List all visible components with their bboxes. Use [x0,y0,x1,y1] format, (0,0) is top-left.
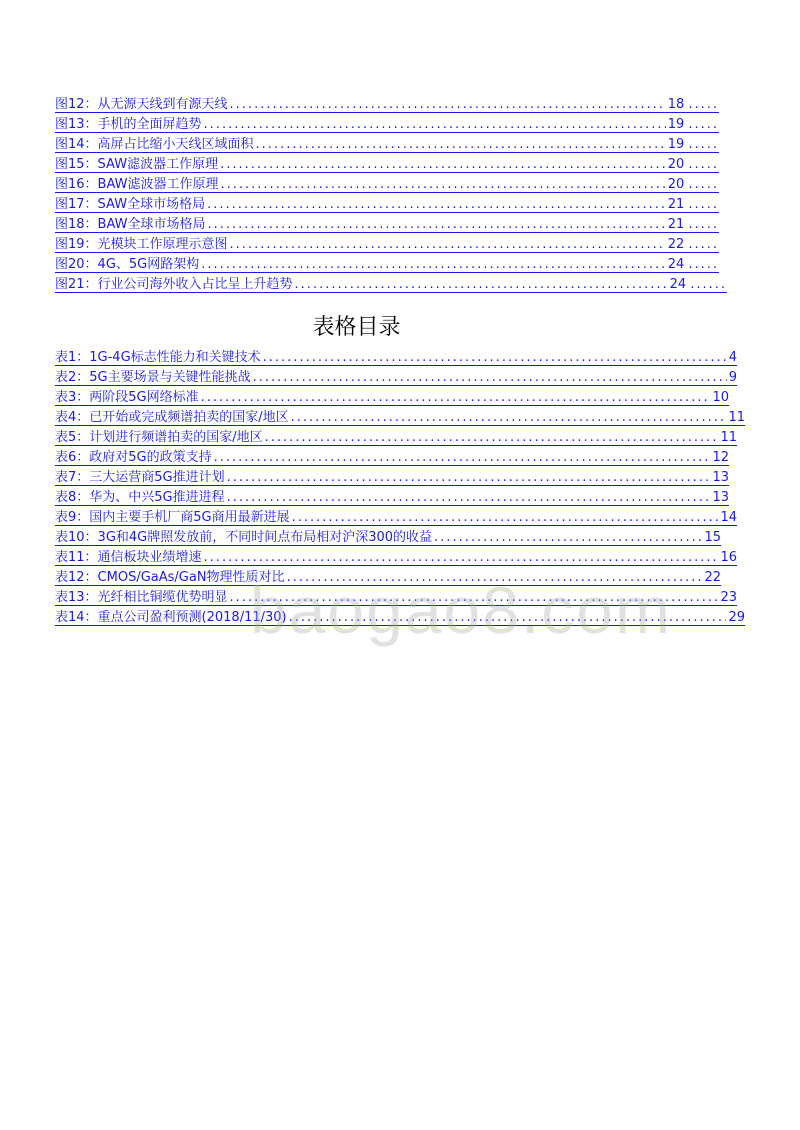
leader-dots [207,197,666,212]
entry-label: 图17：SAW全球市场格局 [55,197,206,212]
leader-dots [201,390,711,405]
leader-dots [265,430,719,445]
entry-page: 19 [667,117,685,132]
entry-label: 图19：光模块工作原理示意图 [55,237,228,252]
entry-page: 22 [667,237,685,252]
figure-entry-17[interactable] [55,192,719,213]
leader-dots [292,510,719,525]
entry-label: 图20：4G、5G网路架构 [55,257,200,272]
entry-page: 24 [667,257,685,272]
entry-page: 21 [667,217,685,232]
entry-label: 图16：BAW滤波器工作原理 [55,177,219,192]
figure-entry-16[interactable] [55,172,719,193]
trailing-dots: ..... [688,137,719,152]
entry-page: 4 [728,350,737,365]
trailing-dots: ..... [688,157,719,172]
leader-dots [227,470,711,485]
entry-label: 表13：光纤相比铜缆优势明显 [55,590,228,605]
leader-dots [289,610,727,625]
table-entry-4[interactable] [55,405,745,426]
entry-page: 11 [720,430,737,445]
table-entry-14[interactable] [55,605,745,626]
entry-page: 14 [720,510,737,525]
leader-dots [287,570,703,585]
leader-dots [230,590,719,605]
figure-entry-18[interactable] [55,212,719,233]
entry-page: 18 [667,97,685,112]
entry-label: 表2：5G主要场景与关键性能挑战 [55,370,251,385]
entry-label: 表11：通信板块业绩增速 [55,550,202,565]
entry-page: 16 [720,550,737,565]
entry-label: 图18：BAW全球市场格局 [55,217,206,232]
entry-page: 13 [712,470,729,485]
entry-page: 22 [704,570,721,585]
entry-label: 图14：高屏占比缩小天线区域面积 [55,137,254,152]
leader-dots [230,237,666,252]
entry-label: 表9：国内主要手机厂商5G商用最新进展 [55,510,290,525]
table-entry-6[interactable] [55,445,729,466]
entry-page: 12 [712,450,729,465]
leader-dots [220,157,666,172]
entry-page: 21 [667,197,685,212]
entry-label: 图21：行业公司海外收入占比呈上升趋势 [55,277,293,292]
entry-page: 9 [728,370,737,385]
table-entry-10[interactable] [55,525,721,546]
table-entry-9[interactable] [55,505,737,526]
tables-heading: 表格目录 [312,315,401,340]
entry-label: 表6：政府对5G的政策支持 [55,450,212,465]
leader-dots [208,217,666,232]
leader-dots [204,550,719,565]
entry-label: 图13：手机的全面屏趋势 [55,117,202,132]
figure-entry-13[interactable] [55,112,719,133]
entry-label: 表8：华为、中兴5G推进进程 [55,490,225,505]
trailing-dots: ..... [688,177,719,192]
table-entry-11[interactable] [55,545,737,566]
table-entry-12[interactable] [55,565,721,586]
entry-label: 表1：1G-4G标志性能力和关键技术 [55,350,261,365]
leader-dots [221,177,666,192]
figure-entry-14[interactable] [55,132,719,153]
entry-label: 图15：SAW滤波器工作原理 [55,157,219,172]
leader-dots [263,350,727,365]
entry-label: 表12：CMOS/GaAs/GaN物理性质对比 [55,570,285,585]
trailing-dots: ..... [688,97,719,112]
leader-dots [256,137,666,152]
trailing-dots: ..... [688,237,719,252]
entry-page: 10 [712,390,729,405]
trailing-dots: ..... [688,117,719,132]
entry-page: 20 [667,157,685,172]
entry-label: 图12：从无源天线到有源天线 [55,97,228,112]
table-entry-7[interactable] [55,465,729,486]
trailing-dots: ..... [688,197,719,212]
leader-dots [291,410,727,425]
entry-page: 20 [667,177,685,192]
figure-entry-20[interactable] [55,252,719,273]
table-entry-1[interactable] [55,345,737,366]
figure-entry-21[interactable] [55,272,727,293]
entry-page: 29 [728,610,745,625]
entry-label: 表4：已开始或完成频谱拍卖的国家/地区 [55,410,289,425]
entry-label: 表14：重点公司盈利预测(2018/11/30) [55,610,287,625]
trailing-dots: ...... [690,277,727,292]
entry-label: 表7：三大运营商5G推进计划 [55,470,225,485]
entry-page: 19 [667,137,685,152]
leader-dots [434,530,702,545]
figure-entry-12[interactable] [55,92,719,113]
leader-dots [295,277,668,292]
watermark: baogao8.com [250,573,672,647]
table-entry-8[interactable] [55,485,729,506]
entry-label: 表5：计划进行频谱拍卖的国家/地区 [55,430,263,445]
figure-entry-19[interactable] [55,232,719,253]
trailing-dots: ..... [688,257,719,272]
leader-dots [204,117,666,132]
entry-label: 表3：两阶段5G网络标准 [55,390,199,405]
table-entry-5[interactable] [55,425,737,446]
entry-page: 15 [704,530,721,545]
entry-page: 23 [720,590,737,605]
entry-label: 表10：3G和4G牌照发放前，不同时间点布局相对沪深300的收益 [55,530,433,545]
entry-page: 11 [728,410,745,425]
figure-entry-15[interactable] [55,152,719,173]
leader-dots [230,97,666,112]
entry-page: 13 [712,490,729,505]
table-entry-2[interactable] [55,365,737,386]
entry-page: 24 [669,277,687,292]
table-entry-13[interactable] [55,585,737,606]
leader-dots [227,490,711,505]
trailing-dots: ..... [688,217,719,232]
leader-dots [253,370,727,385]
table-entry-3[interactable] [55,385,729,406]
leader-dots [214,450,711,465]
leader-dots [201,257,666,272]
